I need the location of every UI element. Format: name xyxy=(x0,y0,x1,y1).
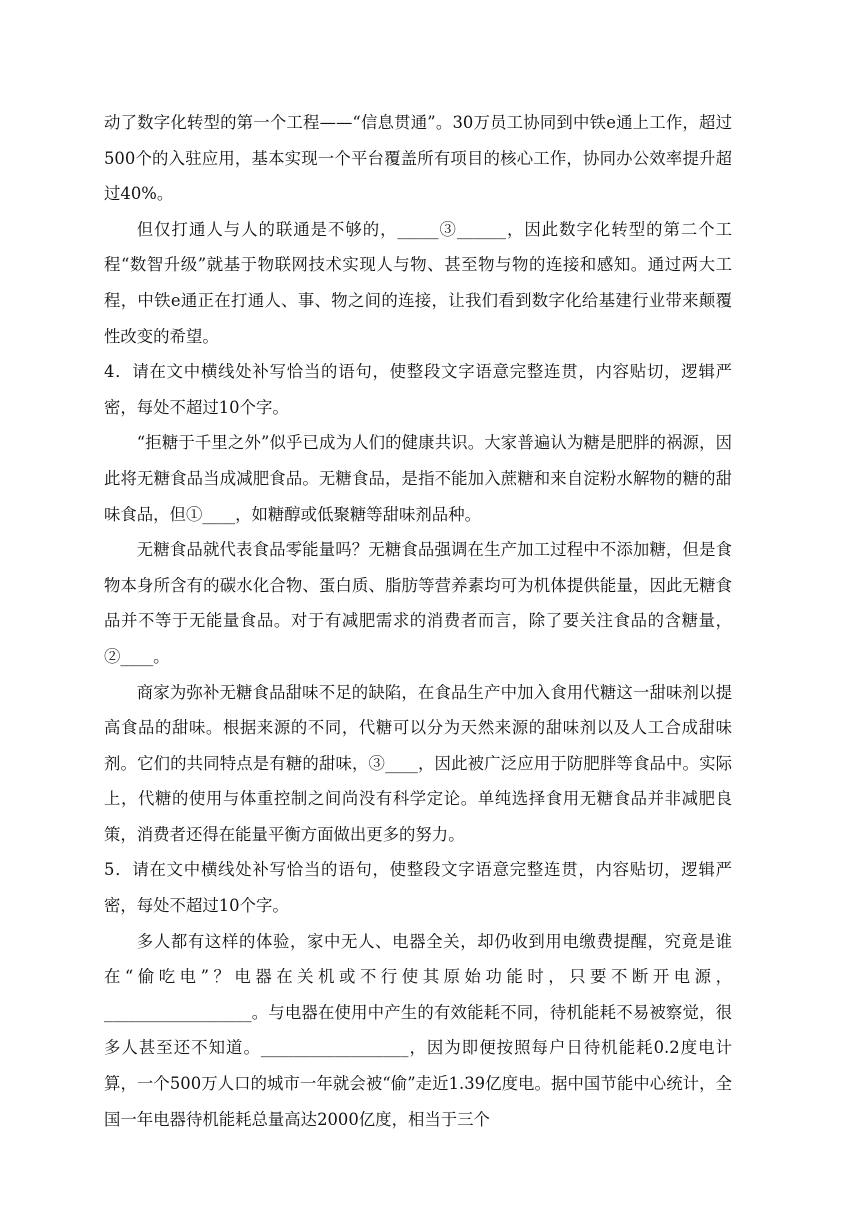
question-4-instruction: 4．请在文中横线处补写恰当的语句，使整段文字语意完整连贯，内容贴切，逻辑严密，每处不超过10个字。 xyxy=(104,362,732,417)
paragraph-digital-transformation-part1: 动了数字化转型的第一个工程——“信息贯通”。30万员工协同到中铁e通上工作，超过500个的入驻应用，基本实现一个平台覆盖所有项目的核心工作，协同办公效率提升超过40%。 xyxy=(104,113,732,204)
paragraph-digital-transformation-part2: 但仅打通人与人的联通是不够的，_____③______，因此数字化转型的第二个工程“数智升级”就基于物联网技术实现人与物、甚至物与物的连接和感知。通过两大工程，中铁e通正在打通人、事、物之间的连接，让我们看到数字化给基建行业带来颠覆性改变的希望。 xyxy=(104,219,732,346)
paragraph-sugar-free-intro: “拒糖于千里之外”似乎已成为人们的健康共识。大家普遍认为糖是肥胖的祸源，因此将无糖食品当成减肥食品。无糖食品，是指不能加入蔗糖和来自淀粉水解物的糖的甜味食品，但①____，如糖醇或低聚糖等甜味剂品种。 xyxy=(104,433,732,524)
question-5-instruction: 5．请在文中横线处补写恰当的语句，使整段文字语意完整连贯，内容贴切，逻辑严密，每处不超过10个字。 xyxy=(104,860,732,916)
document-body xyxy=(104,105,732,1137)
paragraph-standby-power: 多人都有这样的体验，家中无人、电器全关，却仍收到用电缴费提醒，究竟是谁在“偷吃电”？电器在关机或不行使其原始功能时，只要不断开电源，__________________。与电器在使用中产生的有效能耗不同，待机能耗不易被察觉，很多人甚至还不知道。__________________，因为即便按照每户日待机能耗0.2度电计算，一个500万人口的城市一年就会被“偷”走近1.39亿度电。据中国节能中心统计，全国一年电器待机能耗总量高达2000亿度，相当于三个 xyxy=(104,931,732,1129)
paragraph-sugar-free-energy: 无糖食品就代表食品零能量吗？无糖食品强调在生产加工过程中不添加糖，但是食物本身所含有的碳水化合物、蛋白质、脂肪等营养素均可为机体提供能量，因此无糖食品并不等于无能量食品。对于有减肥需求的消费者而言，除了要关注食品的含糖量，②____。 xyxy=(104,540,732,666)
paragraph-sugar-substitute: 商家为弥补无糖食品甜味不足的缺陷，在食品生产中加入食用代糖这一甜味剂以提高食品的甜味。根据来源的不同，代糖可以分为天然来源的甜味剂以及人工合成甜味剂。它们的共同特点是有糖的甜味，③____，因此被广泛应用于防肥胖等食品中。实际上，代糖的使用与体重控制之间尚没有科学定论。单纯选择食用无糖食品并非减肥良策，消费者还得在能量平衡方面做出更多的努力。 xyxy=(104,682,732,844)
